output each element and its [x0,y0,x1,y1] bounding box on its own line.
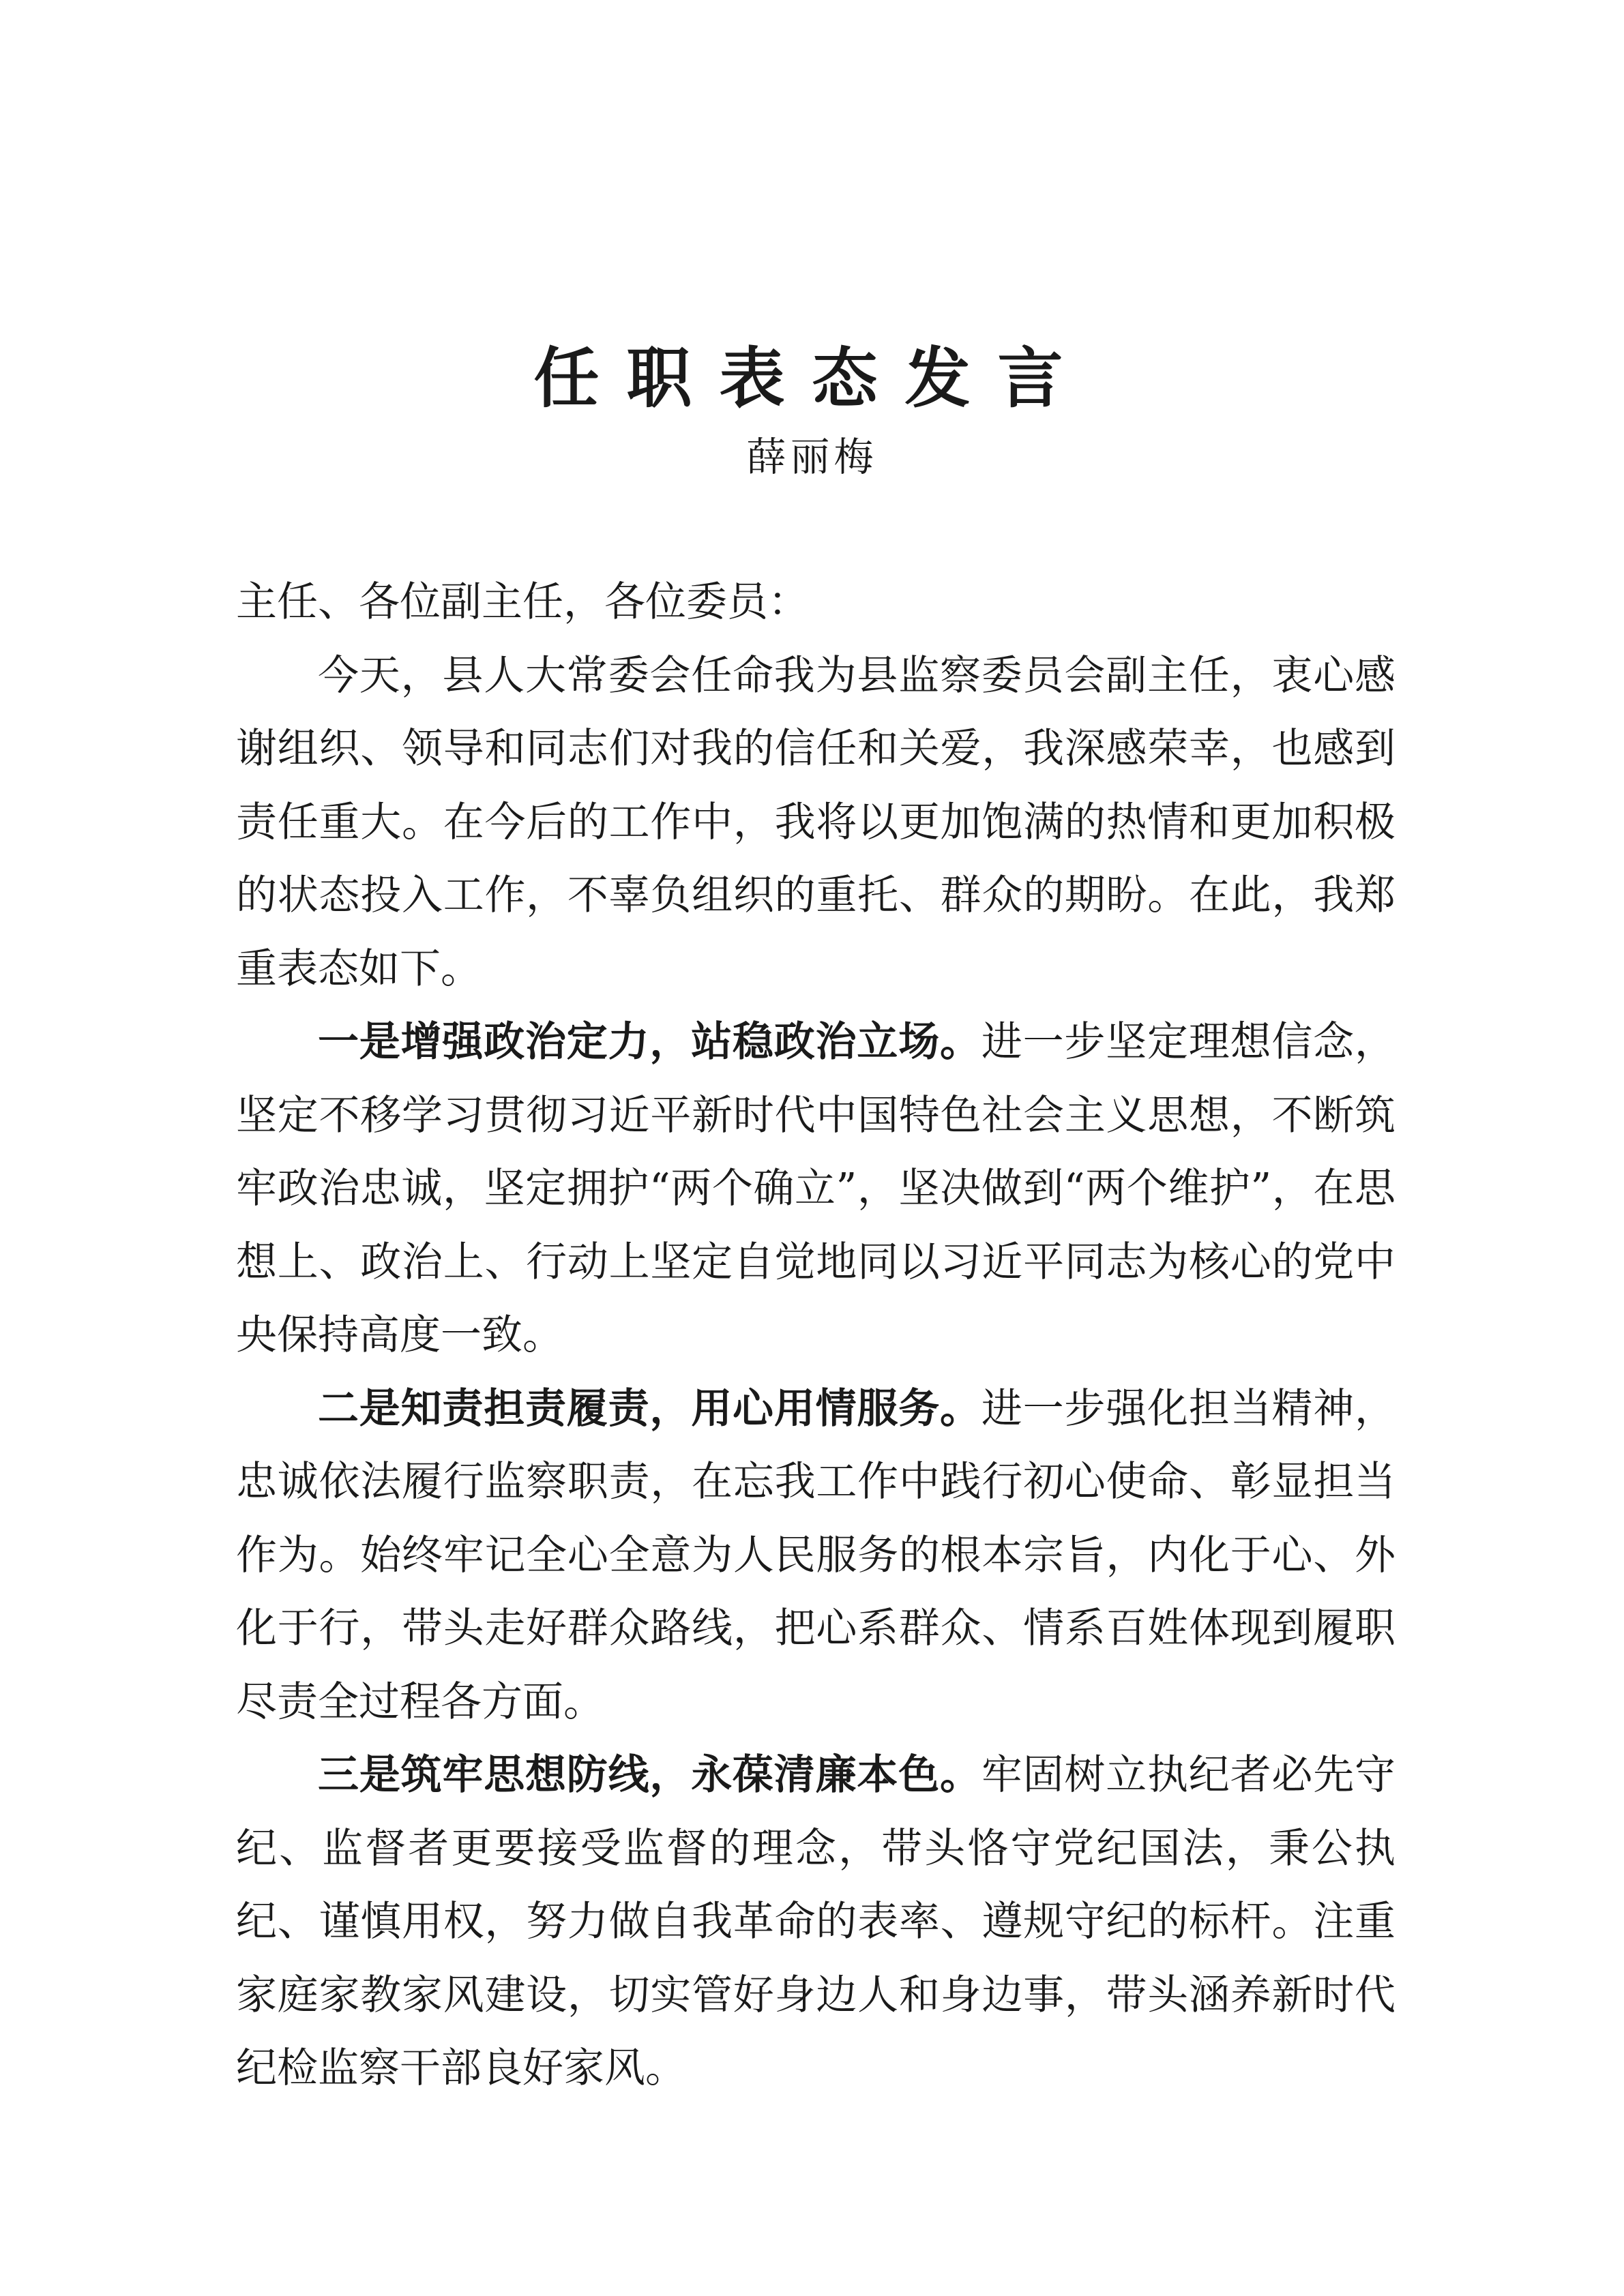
document-body [236,566,1396,2106]
point-lead: 二是知责担责履责，用心用情服务。 [318,1384,981,1433]
point-text: 牢固树立执纪者必先守纪、监督者更要接受监督的理念，带头恪守党纪国法，秉公执纪、谨慎用权，努力做自我革命的表率、遵规守纪的标杆。注重家庭家教家风建设，切实管好身边人和身边事，带头涵养新时代纪检监察干部良好家风。 [236,1751,1396,2092]
salutation: 主任、各位副主任，各位委员： [236,578,809,626]
intro-paragraph: 今天，县人大常委会任命我为县监察委员会副主任，衷心感谢组织、领导和同志们对我的信任和关爱，我深感荣幸，也感到责任重大。在今后的工作中，我将以更加饱满的热情和更加积极的状态投入工作，不辜负组织的重托、群众的期盼。在此，我郑重表态如下。 [236,651,1396,993]
point-paragraph-1 [236,1006,1396,1373]
point-text: 进一步坚定理想信念，坚定不移学习贯彻习近平新时代中国特色社会主义思想，不断筑牢政治忠诚，坚定拥护“两个确立”，坚决做到“两个维护”，在思想上、政治上、行动上坚定自觉地同以习近平同志为核心的党中央保持高度一致。 [236,1018,1396,1359]
document-title: 任职表态发言 [533,340,1091,417]
point-paragraph-2 [236,1373,1396,1740]
point-text: 进一步强化担当精神，忠诚依法履行监察职责，在忘我工作中践行初心使命、彰显担当作为。始终牢记全心全意为人民服务的根本宗旨，内化于心、外化于行，带头走好群众路线，把心系群众、情系百姓体现到履职尽责全过程各方面。 [236,1384,1396,1726]
point-paragraph-3 [236,1739,1396,2106]
author-name: 薛丽梅 [746,434,878,480]
point-lead: 三是筑牢思想防线，永葆清廉本色。 [318,1751,981,1799]
point-lead: 一是增强政治定力，站稳政治立场。 [318,1018,981,1066]
